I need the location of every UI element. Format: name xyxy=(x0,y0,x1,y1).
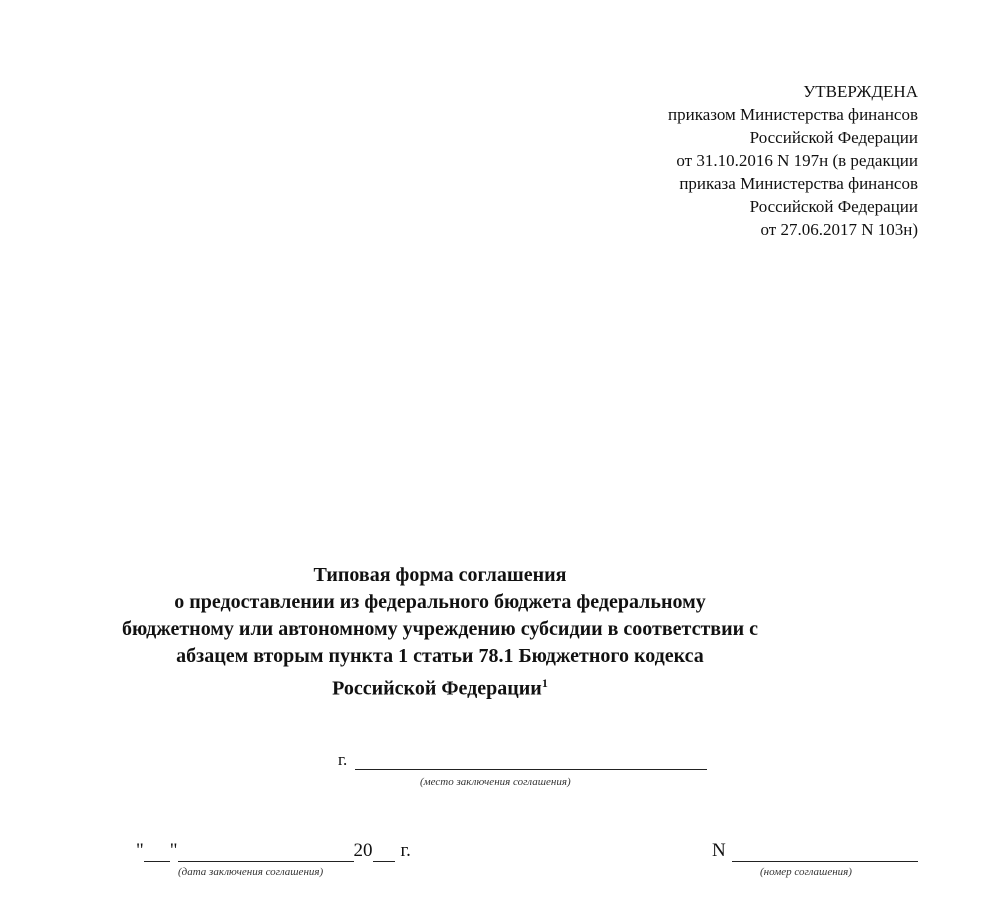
number-row xyxy=(712,840,918,862)
year-suffix: г. xyxy=(400,840,411,861)
approval-line: от 27.06.2017 N 103н) xyxy=(760,220,918,239)
approval-line: УТВЕРЖДЕНА xyxy=(803,82,918,101)
title-line: о предоставлении из федерального бюджета федеральному xyxy=(174,591,706,613)
number-prefix: N xyxy=(712,840,726,861)
title-line-text: Российской Федерации xyxy=(332,677,542,700)
number-caption: (номер соглашения) xyxy=(760,866,852,878)
month-blank-field[interactable] xyxy=(178,843,354,862)
approval-line: от 31.10.2016 N 197н (в редакции xyxy=(676,151,918,170)
approval-line: Российской Федерации xyxy=(749,197,918,216)
number-blank-field[interactable] xyxy=(732,843,918,862)
year-prefix: 20 xyxy=(353,840,373,861)
date-caption: (дата заключения соглашения) xyxy=(178,866,324,878)
day-blank-field[interactable] xyxy=(144,843,170,862)
date-open-quote: " xyxy=(136,840,144,861)
approval-stamp xyxy=(578,80,918,241)
approval-line: приказом Министерства финансов xyxy=(668,105,918,124)
title-line: бюджетному или автономному учреждению субсидии в соответствии с xyxy=(121,618,759,640)
approval-line: Российской Федерации xyxy=(749,128,918,147)
document-title xyxy=(120,562,760,703)
place-caption: (место заключения соглашения) xyxy=(420,776,571,788)
place-prefix: г. xyxy=(338,750,348,769)
title-line-last xyxy=(120,670,760,703)
place-row xyxy=(338,750,707,770)
date-row xyxy=(136,840,411,862)
title-line: Типовая форма соглашения xyxy=(313,564,567,586)
title-line: абзацем вторым пункта 1 статьи 78.1 Бюджетного кодекса xyxy=(176,645,704,667)
year-blank-field[interactable] xyxy=(373,843,395,862)
approval-line: приказа Министерства финансов xyxy=(679,174,918,193)
date-close-quote: " xyxy=(169,840,178,861)
place-blank-field[interactable] xyxy=(355,751,707,770)
footnote-mark: 1 xyxy=(541,676,548,690)
